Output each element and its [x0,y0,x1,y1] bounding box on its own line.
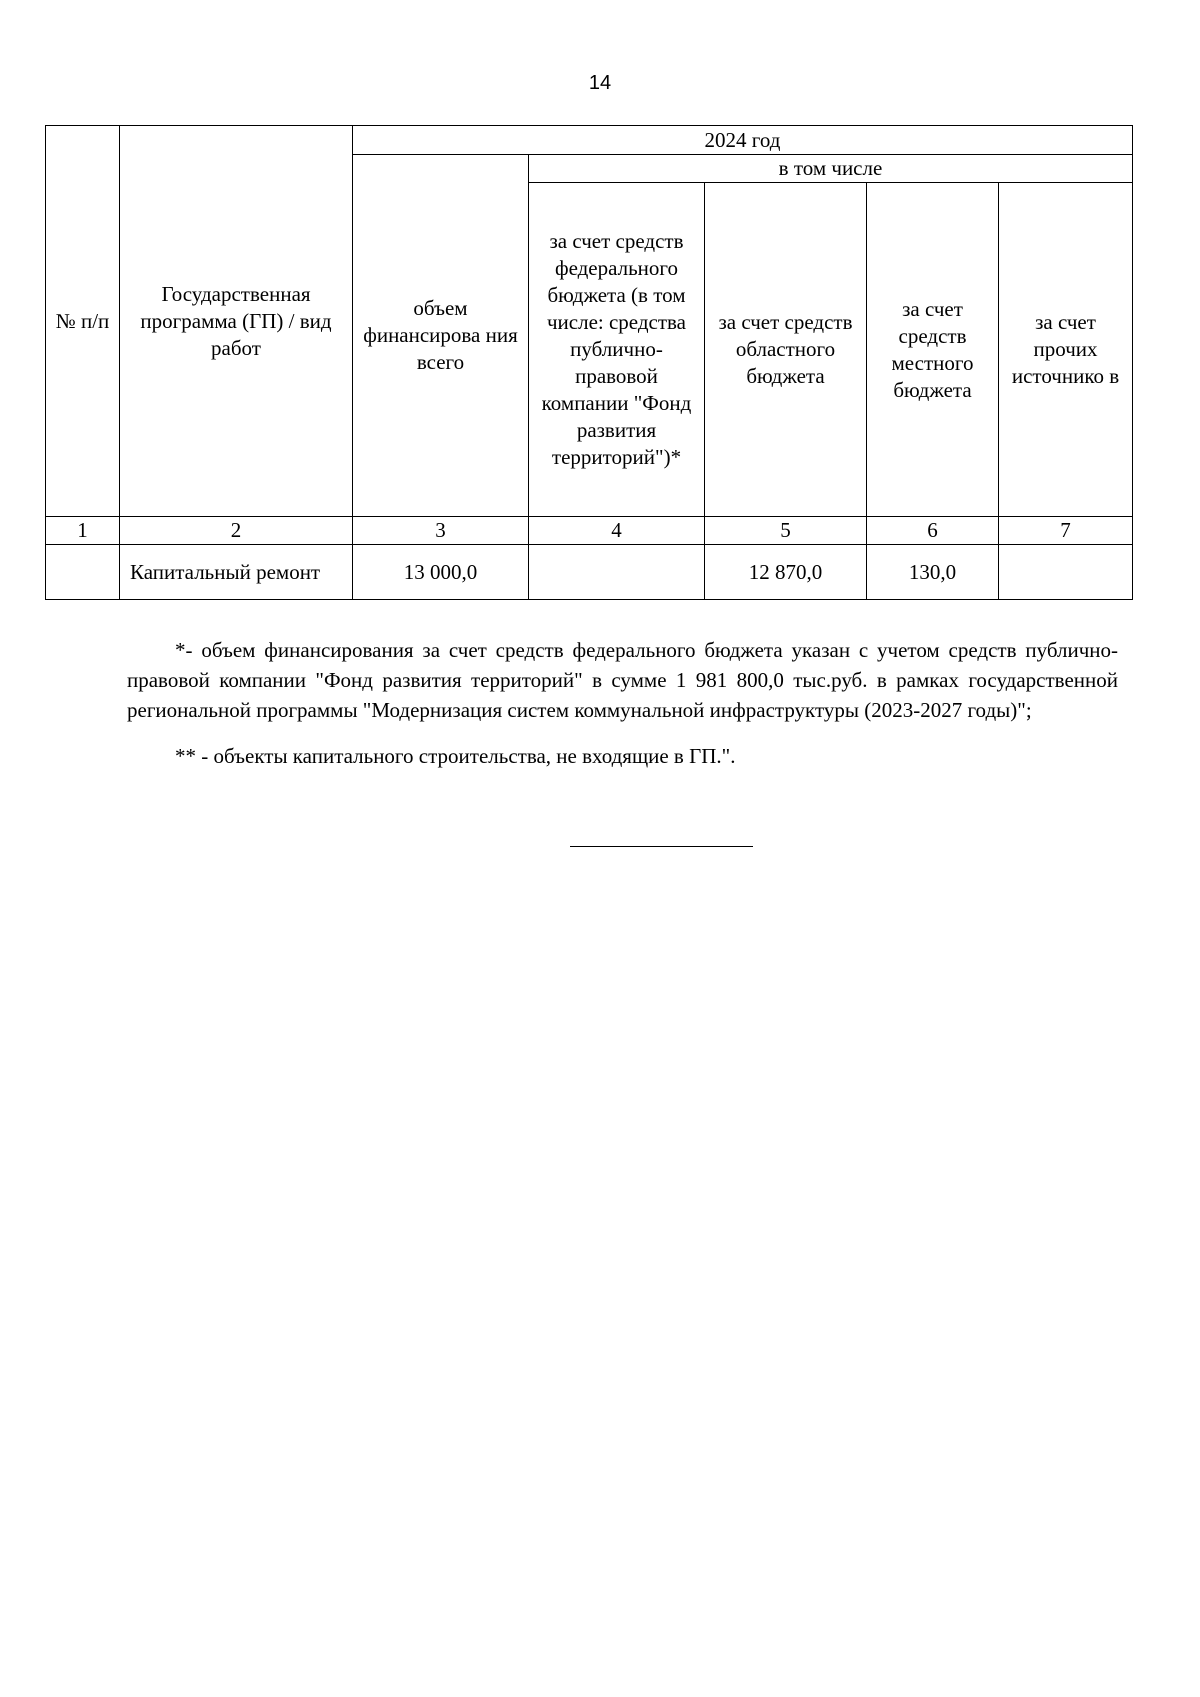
cell-federal [529,545,705,600]
footnotes [127,635,1118,771]
header-total: объем финансирова ния всего [353,155,529,517]
column-number: 7 [999,517,1133,545]
column-number: 6 [867,517,999,545]
header-local: за счет средств местного бюджета [867,183,999,517]
header-year: 2024 год [353,126,1133,155]
column-number: 2 [120,517,353,545]
column-number: 4 [529,517,705,545]
header-num: № п/п [46,126,120,517]
cell-local: 130,0 [867,545,999,600]
closing-rule [570,846,753,847]
cell-other [999,545,1133,600]
header-other: за счет прочих источнико в [999,183,1133,517]
header-regional: за счет средств областного бюджета [705,183,867,517]
header-federal: за счет средств федерального бюджета (в том числе: средства публично-правовой компании "Фонд развития территорий")* [529,183,705,517]
page-number: 14 [588,72,612,94]
footnote-capital-construction: ** - объекты капитального строительства, не входящие в ГП.". [175,744,736,768]
header-program: Государственная программа (ГП) / вид работ [120,126,353,517]
header-including: в том числе [529,155,1133,183]
column-numbers-row [46,517,1133,545]
column-number: 1 [46,517,120,545]
footnote-federal: *- объем финансирования за счет средств федерального бюджета указан с учетом средств публично-правовой компании "Фонд развития территорий" в сумме 1 981 800,0 тыс.руб. в рамках государственной региональной программы "Модернизация систем коммунальной инфраструктуры (2023-2027 годы)"; [127,638,1118,722]
table-row [46,545,1133,600]
column-number: 5 [705,517,867,545]
cell-regional: 12 870,0 [705,545,867,600]
cell-num [46,545,120,600]
column-number: 3 [353,517,529,545]
financing-table [45,125,1133,600]
cell-total: 13 000,0 [353,545,529,600]
cell-program: Капитальный ремонт [120,545,353,600]
